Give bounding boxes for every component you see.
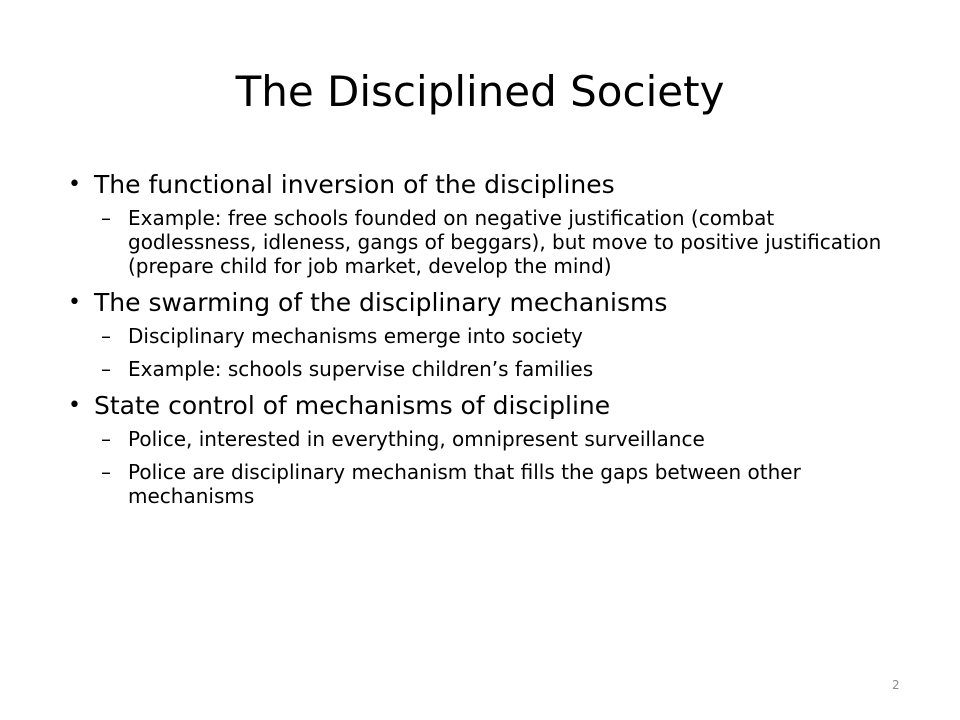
sub-bullet-text: Police are disciplinary mechanism that fills the gaps between other mechanisms: [128, 460, 801, 508]
bullet-item: [68, 391, 898, 421]
slide-content: [68, 170, 898, 518]
bullet-text: State control of mechanisms of discipline: [94, 391, 611, 420]
bullet-item: [68, 288, 898, 318]
bullet-icon: •: [68, 172, 81, 197]
bullet-icon: •: [68, 393, 81, 418]
dash-icon: –: [101, 324, 111, 348]
sub-bullet-item: [68, 206, 898, 278]
sub-bullet-list: [68, 427, 898, 508]
bullet-text: The swarming of the disciplinary mechanisms: [94, 288, 668, 317]
dash-icon: –: [101, 357, 111, 381]
bullet-text: The functional inversion of the disciplines: [94, 170, 615, 199]
sub-bullet-list: [68, 206, 898, 278]
slide-title: The Disciplined Society: [235, 67, 725, 116]
dash-icon: –: [101, 427, 111, 451]
sub-bullet-item: [68, 357, 898, 381]
sub-bullet-list: [68, 324, 898, 381]
sub-bullet-text: Example: schools supervise children’s families: [128, 357, 594, 381]
sub-bullet-text: Police, interested in everything, omnipresent surveillance: [128, 427, 705, 451]
sub-bullet-text: Disciplinary mechanisms emerge into society: [128, 324, 583, 348]
sub-bullet-item: [68, 460, 898, 508]
dash-icon: –: [101, 460, 111, 484]
dash-icon: –: [101, 206, 111, 230]
bullet-icon: •: [68, 290, 81, 315]
sub-bullet-item: [68, 427, 898, 451]
page-number: 2: [892, 678, 900, 692]
sub-bullet-text: Example: free schools founded on negative justification (combat godlessness, idleness, gangs of beggars), but move to positive justification (prepare child for job market, develop the mind): [128, 206, 882, 278]
sub-bullet-item: [68, 324, 898, 348]
bullet-item: [68, 170, 898, 200]
